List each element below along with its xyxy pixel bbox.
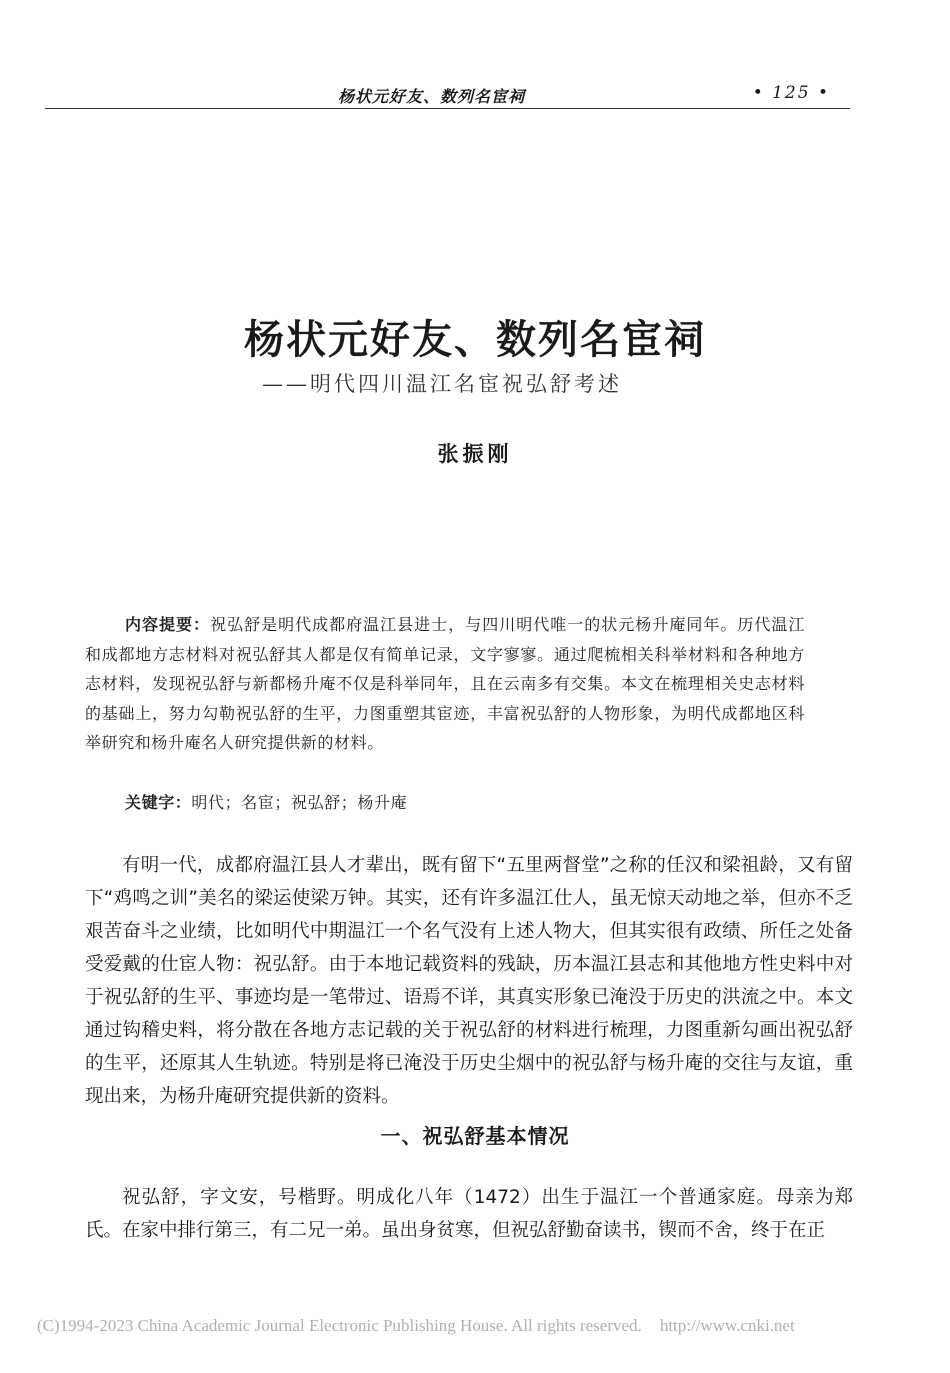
section-text: 祝弘舒，字文安，号楷野。明成化八年（1472）出生于温江一个普通家庭。母亲为郑氏。在家中排行第三，有二兄一弟。虽出身贫寒，但祝弘舒勤奋读书，锲而不舍，终于在正 [85,1187,853,1241]
intro-text: 有明一代，成都府温江县人才辈出，既有留下“五里两督堂”之称的任汉和梁祖龄，又有留下“鸡鸣之训”美名的梁运使梁万钟。其实，还有许多温江仕人，虽无惊天动地之举，但亦不乏艰苦奋斗之业绩，比如明代中期温江一个名气没有上述人物大，但其实很有政绩、所任之处备受爱戴的仕宦人物：祝弘舒。由于本地记载资料的残缺，历本温江县志和其他地方性史料中对于祝弘舒的生平、事迹均是一笔带过、语焉不详，其真实形象已淹没于历史的洪流之中。本文通过钩稽史料，将分散在各地方志记载的关于祝弘舒的材料进行梳理，力图重新勾画出祝弘舒的生平，还原其人生轨迹。特别是将已淹没于历史尘烟中的祝弘舒与杨升庵的交往与友谊，重现出来，为杨升庵研究提供新的资料。 [85,855,853,1107]
keywords-label: 关键字： [125,793,192,812]
section-paragraph [85,1181,853,1247]
copyright-footer [37,1316,950,1336]
page-number: • 125 • [752,83,830,103]
article-subtitle: ——明代四川温江名宦祝弘舒考述 [262,372,622,396]
cnki-link[interactable]: http://www.cnki.net [659,1316,795,1335]
abstract-text: 祝弘舒是明代成都府温江县进士，与四川明代唯一的状元杨升庵同年。历代温江和成都地方志材料对祝弘舒其人都是仅有简单记录，文字寥寥。通过爬梳相关科举材料和各种地方志材料，发现祝弘舒与新都杨升庵不仅是科举同年，且在云南多有交集。本文在梳理相关史志材料的基础上，努力勾勒祝弘舒的生平，力图重塑其宦迹，丰富祝弘舒的人物形象，为明代成都地区科举研究和杨升庵名人研究提供新的材料。 [85,615,805,752]
copyright-text: (C)1994-2023 China Academic Journal Electronic Publishing House. All rights reserved. [37,1316,642,1335]
article-author: 张振刚 [437,441,513,466]
running-header [45,78,850,109]
keywords-text: 明代；名宦；祝弘舒；杨升庵 [191,793,408,812]
keywords [125,790,407,813]
section-heading: 一、祝弘舒基本情况 [380,1124,570,1148]
abstract [85,610,805,758]
intro-paragraph [85,849,853,1113]
article-title: 杨状元好友、数列名宦祠 [244,316,706,363]
running-title: 杨状元好友、数列名宦祠 [338,87,526,106]
abstract-label: 内容提要： [125,615,211,634]
